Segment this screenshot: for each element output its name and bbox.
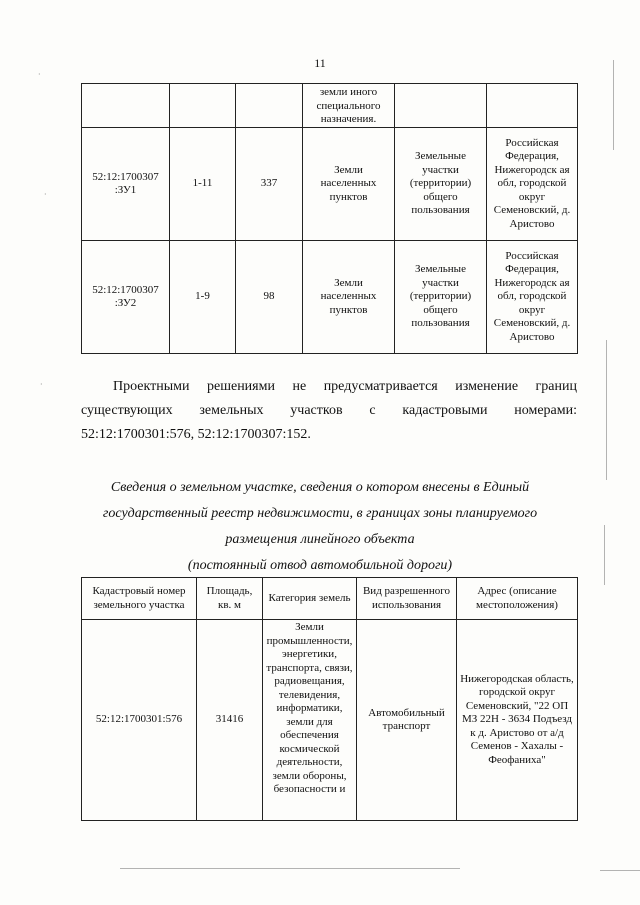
column-header: Адрес (описание местоположения) bbox=[457, 578, 578, 620]
table-header-row bbox=[82, 578, 578, 620]
heading-line: размещения линейного объекта bbox=[225, 532, 415, 547]
land-category-cell: Земли промышленности, энергетики, транспорта, связи, радиовещания, телевидения, информатики, земли для обеспечения космической деятельности, земли обороны, безопасности и bbox=[263, 620, 357, 821]
heading-line: (постоянный отвод автомобильной дороги) bbox=[187, 558, 453, 573]
area-cell: 337 bbox=[236, 128, 303, 241]
table-cell bbox=[82, 84, 170, 128]
land-plot-info-table bbox=[81, 577, 578, 821]
land-plots-table bbox=[81, 83, 578, 354]
address-cell: Нижегородская область, городской округ Семеновский, "22 ОП МЗ 22Н - 3634 Подъезд к д. Аристово от а/д Семенов - Хахалы - Феофаниха" bbox=[457, 620, 578, 821]
column-header: Кадастровый номер земельного участка bbox=[82, 578, 197, 620]
cadastral-number-cell: 52:12:1700307 :ЗУ1 bbox=[82, 128, 170, 241]
table-row bbox=[82, 84, 578, 128]
table-cell: земли иного специального назначения. bbox=[303, 84, 395, 128]
scan-artifact bbox=[600, 870, 640, 871]
column-header: Площадь, кв. м bbox=[197, 578, 263, 620]
land-category-cell: Земли населенных пунктов bbox=[303, 241, 395, 354]
scan-artifact bbox=[604, 525, 605, 585]
scan-artifact bbox=[606, 340, 607, 480]
scan-dot: · bbox=[44, 190, 47, 199]
scan-artifact bbox=[613, 60, 614, 150]
address-cell: Российская Федерация, Нижегородск ая обл, городской округ Семеновский, д. Аристово bbox=[487, 128, 578, 241]
table-row bbox=[82, 241, 578, 354]
table-cell bbox=[487, 84, 578, 128]
scan-dot: · bbox=[38, 70, 41, 79]
scan-artifact bbox=[120, 868, 460, 869]
permitted-use-cell: Автомобильный транспорт bbox=[357, 620, 457, 821]
address-cell: Российская Федерация, Нижегородск ая обл, городской округ Семеновский, д. Аристово bbox=[487, 241, 578, 354]
paragraph-line: 52:12:1700301:576, 52:12:1700307:152. bbox=[81, 427, 311, 442]
paragraph-line: существующих земельных участков с кадастровыми номерами: bbox=[81, 403, 577, 418]
permitted-use-cell: Земельные участки (территории) общего пользования bbox=[395, 128, 487, 241]
points-cell: 1-11 bbox=[170, 128, 236, 241]
table-row bbox=[82, 620, 578, 821]
cadastral-number-cell: 52:12:1700307 :ЗУ2 bbox=[82, 241, 170, 354]
project-decision-paragraph bbox=[81, 375, 577, 447]
table-row bbox=[82, 128, 578, 241]
paragraph-line: Проектными решениями не предусматривается изменение границ bbox=[113, 379, 577, 394]
table-cell bbox=[395, 84, 487, 128]
cadastral-number-cell: 52:12:1700301:576 bbox=[82, 620, 197, 821]
page-number: 11 bbox=[314, 56, 326, 70]
table-cell bbox=[236, 84, 303, 128]
permitted-use-cell: Земельные участки (территории) общего пользования bbox=[395, 241, 487, 354]
land-category-cell: Земли населенных пунктов bbox=[303, 128, 395, 241]
table-cell bbox=[170, 84, 236, 128]
area-cell: 31416 bbox=[197, 620, 263, 821]
column-header: Вид разрешенного использования bbox=[357, 578, 457, 620]
column-header: Категория земель bbox=[263, 578, 357, 620]
heading-line: Сведения о земельном участке, сведения о котором внесены в Единый bbox=[110, 480, 530, 495]
area-cell: 98 bbox=[236, 241, 303, 354]
points-cell: 1-9 bbox=[170, 241, 236, 354]
heading-line: государственный реестр недвижимости, в границах зоны планируемого bbox=[102, 506, 538, 521]
scan-dot: · bbox=[40, 380, 43, 389]
section-heading bbox=[0, 475, 640, 579]
